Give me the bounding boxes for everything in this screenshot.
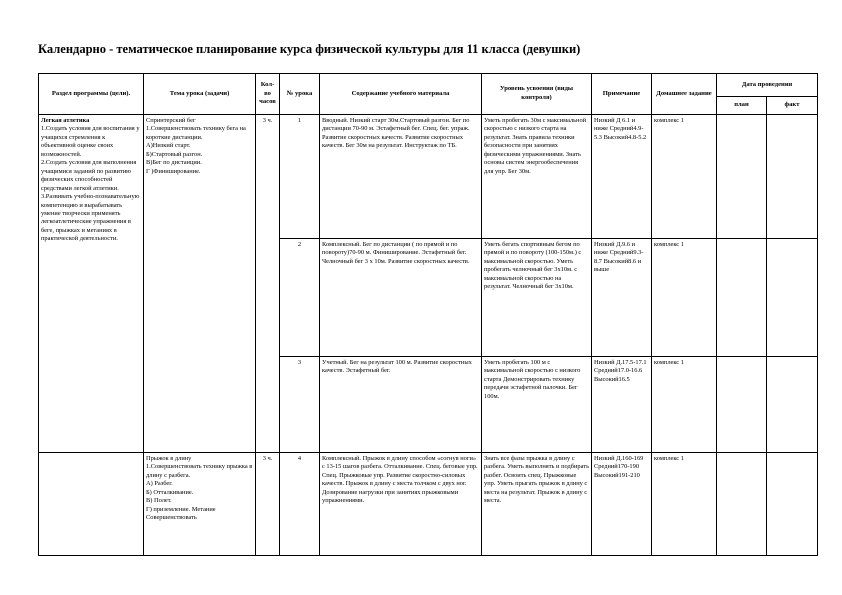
topic-line: Спринтерский бег (146, 117, 196, 124)
level-cell: Уметь пробегать 100 м с максимальной скоростью с низкого старта Демонстрировать технику передачи эстафетной палочки. Бег 100м. (482, 357, 592, 453)
topic-line: Г) приземление. Метание Совершенствовать (146, 505, 216, 522)
header-level: Уровень усвоения (виды контроля) (482, 74, 592, 115)
note-cell: Низкий Д 6.1 и ниже Средний4.9-5.3 Высокий4.8-5.2 (592, 115, 652, 239)
homework-cell: комплекс 1 (652, 357, 717, 453)
topic-line: В) Полет. (146, 497, 172, 505)
section-cell (39, 115, 144, 453)
homework-cell: комплекс 1 (652, 453, 717, 556)
lesson-number: 1 (280, 115, 320, 239)
hours-cell: 3 ч. (256, 115, 280, 453)
header-content: Содержание учебного материала (320, 74, 482, 115)
section-line: 3.Развивать учебно-познавательную компетенцию и вырабатывать умение творчески применять легкоатлетические упражнения в беге, прыжках и метаниях в практической деятельности. (41, 193, 140, 243)
content-cell: Комплексный. Прыжок в длину способом «согнув ноги» с 13-15 шагов разбега. Отталкивание. Спец. беговые упр. Спец. Прыжковые упр. Развитие скоростно-силовых качеств. Прыжок в длину с места толчком с двух ног. Дозирование нагрузки при занятиях прыжковыми упражнениями. (320, 453, 482, 556)
lesson-number: 2 (280, 239, 320, 357)
fact-cell (767, 115, 818, 239)
topic-cell (144, 453, 256, 556)
level-cell: Уметь бегать спортивным бегом по прямой и по повороту (100-150м.) с максимальной скоростью. Уметь пробегать челночный бег 3х10м. с максимальной скоростью на результат. Челночный бег 3х10м. (482, 239, 592, 357)
table-row (39, 115, 818, 239)
header-date: Дата проведения (717, 74, 818, 97)
section-cell-empty (39, 453, 144, 556)
content-cell: Комплексный. Бег по дистанции ( по прямой и по повороту)70-90 м. Финиширование. Эстафетный бег. Челночный бег 3 х 10м. Развитие скоростных качеств. (320, 239, 482, 357)
topic-line: А) Разбег. (146, 480, 173, 488)
section-line: 2.Создать условия для выполнения учащимися заданий по развитию физических способностей средствами легкой атлетики. (41, 159, 137, 192)
note-cell: Низкий Д.17.5-17.1 Средний17.0-16.6 Высокий16.5 (592, 357, 652, 453)
table-row (39, 453, 818, 556)
header-hours: Кол-во часов (256, 74, 280, 115)
note-cell: Низкий Д.9.6 и ниже Средний9.3-8.7 Высокий8.6 и выше (592, 239, 652, 357)
planning-table (38, 73, 818, 556)
header-section: Раздел программы (цели). (39, 74, 144, 115)
header-plan: план (717, 97, 767, 115)
homework-cell: комплекс 1 (652, 239, 717, 357)
section-line: Легкая атлетика (41, 117, 90, 124)
fact-cell (767, 239, 818, 357)
level-cell: Уметь пробегать 30м с максимальной скоростью с низкого старта на результат. Знать правила техники безопасности при занятиях физическими упражнениями. Знать основы систем энергообеспечения для упр. Бег 30м. (482, 115, 592, 239)
plan-cell (717, 357, 767, 453)
header-topic: Тема урока (задачи) (144, 74, 256, 115)
topic-line: Прыжок в длину (146, 455, 192, 462)
plan-cell (717, 115, 767, 239)
plan-cell (717, 239, 767, 357)
page-title: Календарно - тематическое планирование курса физической культуры для 11 класса (девушки) (38, 42, 581, 56)
header-fact: факт (767, 97, 818, 115)
lesson-number: 3 (280, 357, 320, 453)
topic-line: А)Низкий старт. (146, 142, 191, 150)
fact-cell (767, 453, 818, 556)
note-cell: Низкий Д.160-169 Средний170-190 Высокий191-210 (592, 453, 652, 556)
topic-line: В)Бег по дистанции. (146, 159, 202, 167)
content-cell: Учетный. Бег на результат 100 м. Развитие скоростных качеств. Эстафетный бег. (320, 357, 482, 453)
header-lesson-no: № урока (280, 74, 320, 115)
homework-cell: комплекс 1 (652, 115, 717, 239)
topic-line: 1.Совершенствовать технику бега на короткие дистанции. (146, 125, 246, 141)
content-cell: Вводный. Низкий старт 30м.Стартовый разгон. Бег по дистанции 70-90 м. Эстафетный бег. Спец. бег. упраж. Развитие скоростных качеств. Развитие скоростных качеств. Бег 30м на результат. Инструктаж по ТБ. (320, 115, 482, 239)
plan-cell (717, 453, 767, 556)
topic-line: Б) Отталкивание. (146, 488, 194, 496)
lesson-number: 4 (280, 453, 320, 556)
topic-line: 1.Совершенствовать технику прыжка в длину с разбега. (146, 463, 253, 479)
level-cell: Знать все фазы прыжка в длину с разбега. Уметь выполнять и подбирать разбег. Освоить спец. Прыжковые упр. Уметь прыгать прыжок в длину с места на результат. Прыжок в длину с места. (482, 453, 592, 556)
hours-cell: 3 ч. (256, 453, 280, 556)
topic-cell (144, 115, 256, 453)
topic-line: Г )Финиширование. (146, 167, 201, 175)
fact-cell (767, 357, 818, 453)
header-note: Примечание (592, 74, 652, 115)
header-homework: Домашнее задание (652, 74, 717, 115)
topic-line: Б)Стартовый разгон. (146, 150, 203, 158)
section-line: 1.Создать условия для воспитания у учащихся стремления к объективной оценке своих возможностей. (41, 125, 140, 158)
